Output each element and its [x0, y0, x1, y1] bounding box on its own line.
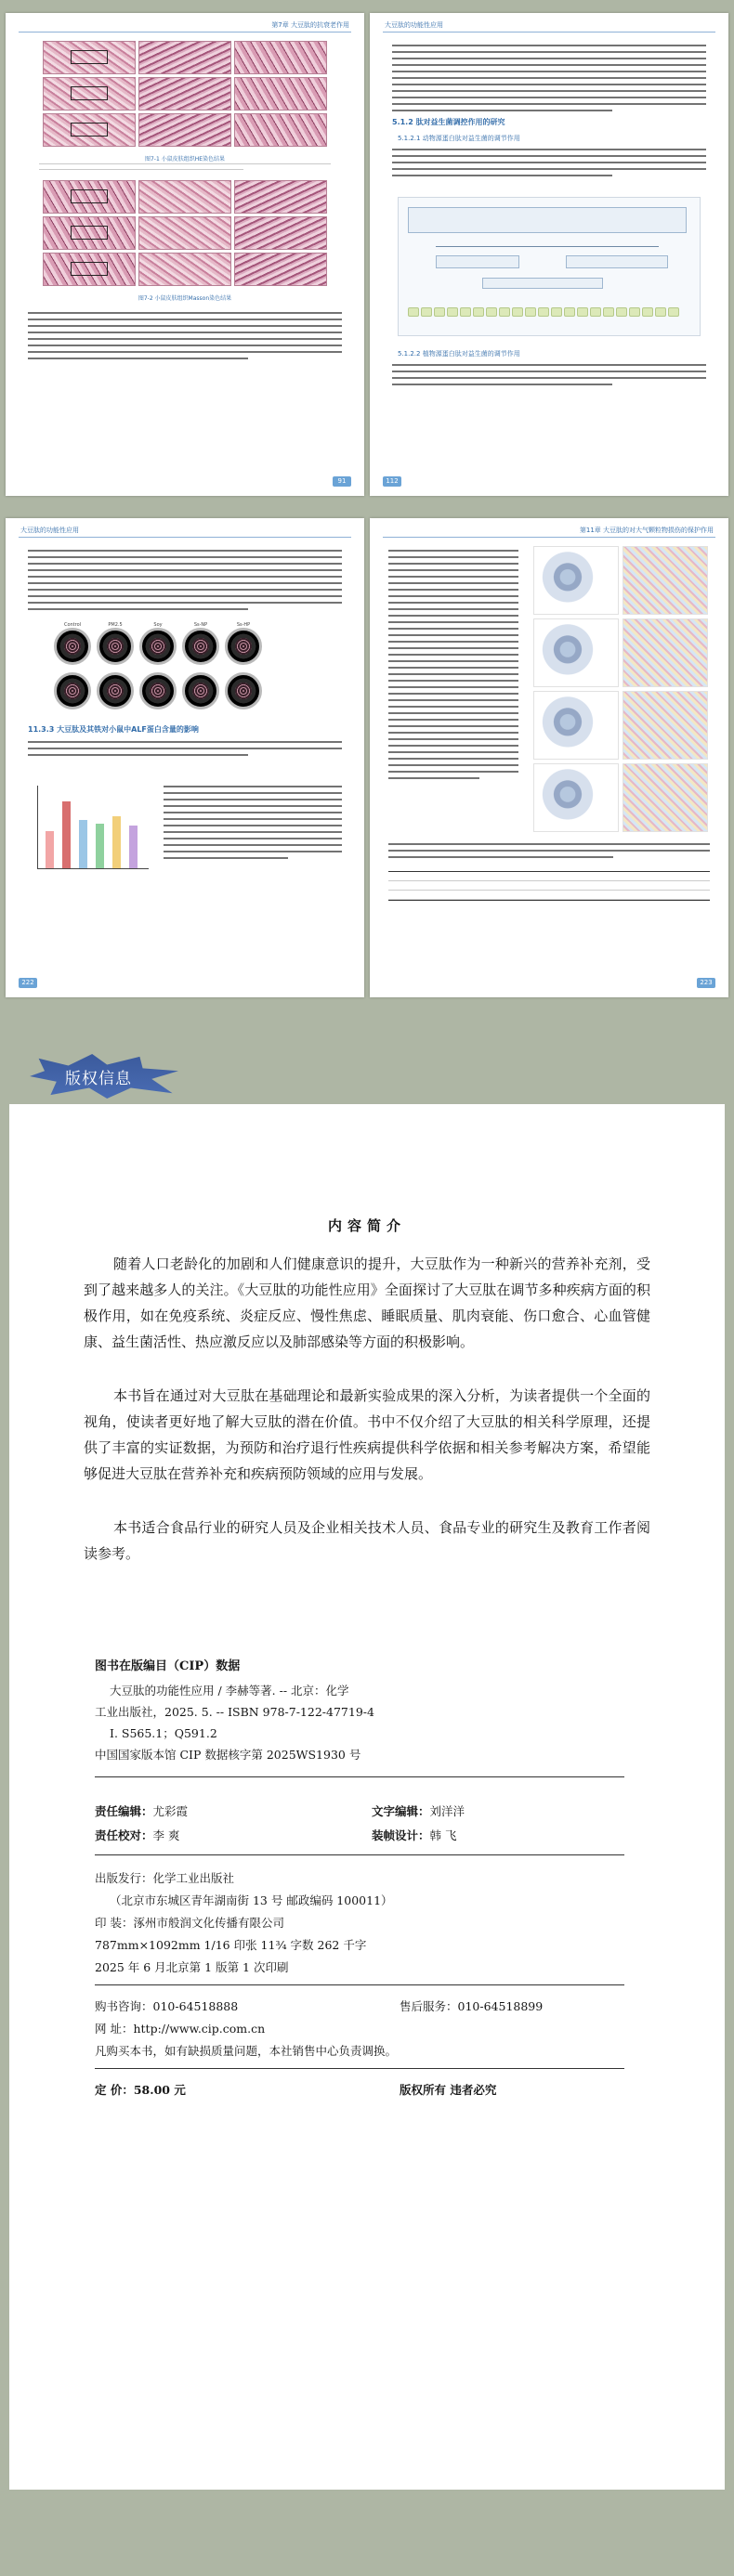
body-text-lines	[28, 741, 342, 761]
gut-diagram	[398, 197, 701, 336]
micrograph	[43, 216, 136, 250]
website-line: 网 址：http://www.cip.com.cn	[95, 2022, 266, 2036]
micrograph	[138, 113, 231, 147]
micrograph	[43, 113, 136, 147]
culture-dish	[182, 628, 219, 665]
micrograph	[43, 180, 136, 214]
figure-caption: 图7-1 小鼠皮肤组织HE染色结果	[144, 156, 225, 163]
dish-images-row	[54, 622, 262, 665]
intro-paragraph: 随着人口老龄化的加剧和人们健康意识的提升，大豆肽作为一种新兴的营养补充剂，受到了越来越多人的关注。《大豆肽的功能性应用》全面探讨了大豆肽在调节多种疾病方面的积极作用，如在免疫系统、炎症反应、慢性焦虑、睡眠质量、肌肉衰能、伤口愈合、心血管健康、益生菌活性、热应激反应以及肺部感染等方面的积极影响。	[84, 1255, 650, 1350]
proofreader: 责任校对：李 爽	[95, 1828, 180, 1842]
masson-stain-figure	[43, 180, 327, 286]
preview-page-4	[370, 518, 728, 997]
copyright-banner	[0, 1045, 734, 1100]
docking-detail	[623, 546, 708, 615]
micrograph	[234, 113, 327, 147]
docking-detail	[623, 618, 708, 687]
micrograph	[138, 77, 231, 111]
micrograph	[234, 41, 327, 74]
book-preview-area	[0, 0, 734, 1045]
edition-line: 2025 年 6 月北京第 1 版第 1 次印刷	[95, 1960, 289, 1974]
culture-dish	[225, 672, 262, 709]
dish-label: Control	[63, 622, 82, 628]
subsection-heading: 5.1.2.1 动物源蛋白肽对益生菌的调节作用	[398, 135, 520, 142]
molecule-structure	[533, 546, 619, 615]
after-sales-hotline: 售后服务：010-64518899	[400, 1999, 544, 2013]
copyright-section	[0, 1100, 734, 2576]
cip-line: 大豆肽的功能性应用 / 李赫等著. -- 北京：化学	[110, 1684, 349, 1698]
dish-images-row	[54, 672, 262, 709]
molecule-structure	[533, 763, 619, 832]
culture-dish	[97, 672, 134, 709]
divider	[95, 1984, 624, 1985]
page-number: 223	[697, 978, 715, 988]
micrograph	[43, 41, 136, 74]
intro-title: 内容简介	[327, 1217, 406, 1234]
micrograph	[43, 253, 136, 286]
alf-bar-chart	[37, 786, 149, 869]
subsection-heading: 5.1.2.2 植物源蛋白肽对益生菌的调节作用	[398, 350, 520, 358]
body-text-lines	[388, 843, 710, 863]
bar	[112, 816, 121, 868]
table-row	[388, 872, 710, 881]
micrograph	[43, 77, 136, 111]
section-heading: 5.1.2 肽对益生菌调控作用的研究	[392, 118, 505, 126]
publisher-line: 出版发行：化学工业出版社	[95, 1871, 235, 1885]
docking-table	[388, 871, 710, 901]
body-text-lines	[388, 550, 518, 784]
preview-page-2	[370, 13, 728, 496]
cip-line: 中国国家版本馆 CIP 数据核字第 2025WS1930 号	[95, 1748, 361, 1762]
docking-detail	[623, 691, 708, 760]
micrograph	[138, 180, 231, 214]
micrograph	[138, 216, 231, 250]
dish-label: Ss-HP	[236, 622, 251, 628]
printer-line: 印 装：涿州市般润文化传播有限公司	[95, 1916, 284, 1930]
culture-dish	[139, 672, 177, 709]
quality-notice: 凡购买本书，如有缺损质量问题，本社销售中心负责调换。	[95, 2044, 398, 2058]
table-row	[388, 881, 710, 891]
preview-page-3	[6, 518, 364, 997]
header-rule	[19, 537, 351, 538]
responsible-editor: 责任编辑：尤彩霞	[95, 1804, 189, 1818]
body-text-lines	[28, 550, 342, 615]
rights-notice: 版权所有 违者必究	[400, 2083, 497, 2097]
body-text-lines	[392, 364, 706, 390]
caption-note-lines	[39, 163, 331, 175]
preview-page-1	[6, 13, 364, 496]
dish-label: Soy	[153, 622, 163, 628]
purchase-hotline: 购书咨询：010-64518888	[95, 1999, 239, 2013]
price: 定 价：58.00 元	[95, 2083, 186, 2097]
diagram-food-row	[408, 207, 687, 233]
header-rule	[383, 537, 715, 538]
cip-title: 图书在版编目（CIP）数据	[95, 1659, 241, 1673]
micrograph	[138, 253, 231, 286]
body-text-lines	[164, 786, 342, 864]
he-stain-figure	[43, 41, 327, 147]
micrograph	[234, 216, 327, 250]
culture-dish	[54, 628, 91, 665]
running-head: 大豆肽的功能性应用	[385, 21, 443, 29]
cover-designer: 装帧设计：韩 飞	[372, 1828, 457, 1842]
molecule-structure	[533, 618, 619, 687]
molecule-structure	[533, 691, 619, 760]
running-head: 第7章 大豆肽的抗衰老作用	[271, 21, 349, 29]
header-rule	[19, 32, 351, 33]
publisher-address: （北京市东城区青年湖南街 13 号 邮政编码 100011）	[110, 1893, 393, 1907]
body-text-lines	[392, 149, 706, 181]
running-head: 第11章 大豆肽的对大气颗粒物损伤的保护作用	[579, 527, 714, 534]
culture-dish	[139, 628, 177, 665]
bar	[129, 826, 138, 868]
running-head: 大豆肽的功能性应用	[20, 527, 79, 534]
docking-detail	[623, 763, 708, 832]
intro-paragraph: 本书旨在通过对大豆肽在基础理论和最新实验成果的深入分析，为读者提供一个全面的视角，使读者更好地了解大豆肽的潜在价值。书中不仅介绍了大豆肽的相关科学原理，还提供了丰富的实证数据，为预防和治疗退行性疾病提供科学依据和相关参考解决方案，希望能够促进大豆肽在营养补充和疾病预防领域的应用与发展。	[84, 1387, 650, 1482]
culture-dish	[225, 628, 262, 665]
dish-label: Ss-NP	[193, 622, 208, 628]
banner-title: 版权信息	[65, 1070, 132, 1088]
text-editor: 文字编辑：刘洋洋	[372, 1804, 465, 1818]
divider	[95, 2068, 624, 2069]
header-rule	[383, 32, 715, 33]
bar	[62, 801, 71, 868]
cip-line: 工业出版社，2025. 5. -- ISBN 978-7-122-47719-4	[95, 1705, 374, 1719]
micrograph	[234, 180, 327, 214]
divider	[95, 1776, 624, 1777]
micrograph	[234, 253, 327, 286]
page-number: 112	[383, 476, 401, 487]
culture-dish	[182, 672, 219, 709]
page-number: 91	[333, 476, 351, 487]
bar	[79, 820, 87, 868]
cip-line: Ⅰ. S565.1；Q591.2	[110, 1726, 217, 1740]
micrograph	[234, 77, 327, 111]
copyright-page	[9, 1104, 725, 2490]
bar	[96, 824, 104, 868]
culture-dish	[54, 672, 91, 709]
page-number: 222	[19, 978, 37, 988]
intro-paragraph: 本书适合食品行业的研究人员及企业相关技术人员、食品专业的研究生及教育工作者阅读参考。	[84, 1519, 650, 1562]
divider	[95, 1854, 624, 1855]
body-text-lines	[28, 312, 342, 364]
figure-caption: 图7-2 小鼠皮肤组织Masson染色结果	[138, 295, 232, 302]
body-text-lines	[392, 45, 706, 116]
culture-dish	[97, 628, 134, 665]
bar	[46, 831, 54, 868]
table-row	[388, 891, 710, 900]
micrograph	[138, 41, 231, 74]
section-heading: 11.3.3 大豆肽及其铁对小鼠中ALF蛋白含量的影响	[28, 725, 199, 734]
format-line: 787mm×1092mm 1/16 印张 11¾ 字数 262 千字	[95, 1938, 367, 1952]
dish-label: PM2.5	[108, 622, 123, 628]
